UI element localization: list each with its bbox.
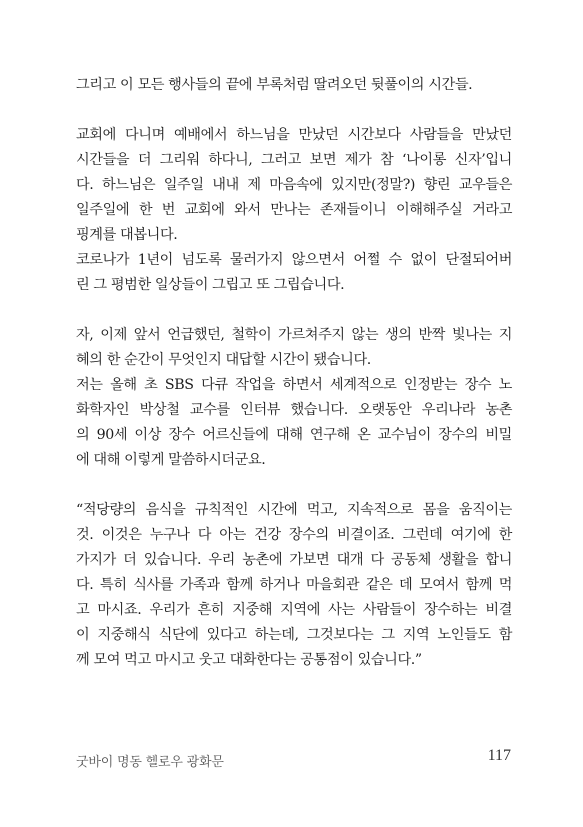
paragraph-gap [76,473,512,498]
paragraph-gap [76,98,512,123]
text-line: 코로나가 1년이 넘도록 물러가지 않으면서 어쩔 수 없이 단절되어버 [76,252,512,268]
running-title: 굿바이 명동 헬로우 광화문 [76,755,224,770]
text-line: “적당량의 음식을 규칙적인 시간에 먹고, 지속적으로 몸을 움직이는 [76,502,512,518]
body-text [76,73,512,673]
text-line: 자, 이제 앞서 언급했던, 철학이 가르쳐주지 않는 생의 반짝 빛나는 지 [76,327,512,343]
paragraph-gap [76,298,512,323]
text-line: 린 그 평범한 일상들이 그립고 또 그립습니다. [76,277,345,293]
text-line: 저는 올해 초 SBS 다큐 작업을 하면서 세계적으로 인정받는 장수 노 [76,377,512,393]
text-line: 그리고 이 모든 행사들의 끝에 부록처럼 딸려오던 뒷풀이의 시간들. [76,77,473,93]
text-line: 이 지중해식 식단에 있다고 하는데, 그것보다는 그 지역 노인들도 함 [76,627,512,643]
text-line: 다. 하느님은 일주일 내내 제 마음속에 있지만(정말?) 향린 교우들은 [76,177,512,193]
text-line: 가지가 더 있습니다. 우리 농촌에 가보면 대개 다 공동체 생활을 합니 [76,552,512,568]
text-line: 께 모여 먹고 마시고 웃고 대화한다는 공통점이 있습니다.” [76,652,422,668]
text-line: 것. 이것은 누구나 다 아는 건강 장수의 비결이죠. 그런데 여기에 한 [76,527,512,543]
text-line: 다. 특히 식사를 가족과 함께 하거나 마을회관 같은 데 모여서 함께 먹 [76,577,512,593]
text-line: 시간들을 더 그리워 하다니, 그러고 보면 제가 참 ‘나이롱 신자’입니 [76,152,512,168]
text-line: 화학자인 박상철 교수를 인터뷰 했습니다. 오랫동안 우리나라 농촌 [76,402,512,418]
text-line: 의 90세 이상 장수 어르신들에 대해 연구해 온 교수님이 장수의 비밀 [76,427,512,443]
page-number: 117 [487,747,511,764]
text-line: 교회에 다니며 예배에서 하느님을 만났던 시간보다 사람들을 만났던 [76,127,512,143]
text-line: 혜의 한 순간이 무엇인지 대답할 시간이 됐습니다. [76,352,371,368]
text-line: 에 대해 이렇게 말씀하시더군요. [76,452,266,468]
text-line: 고 마시죠. 우리가 흔히 지중해 지역에 사는 사람들이 장수하는 비결 [76,602,512,618]
text-line: 일주일에 한 번 교회에 와서 만나는 존재들이니 이해해주실 거라고 [76,202,512,218]
text-line: 핑계를 대봅니다. [76,227,178,243]
